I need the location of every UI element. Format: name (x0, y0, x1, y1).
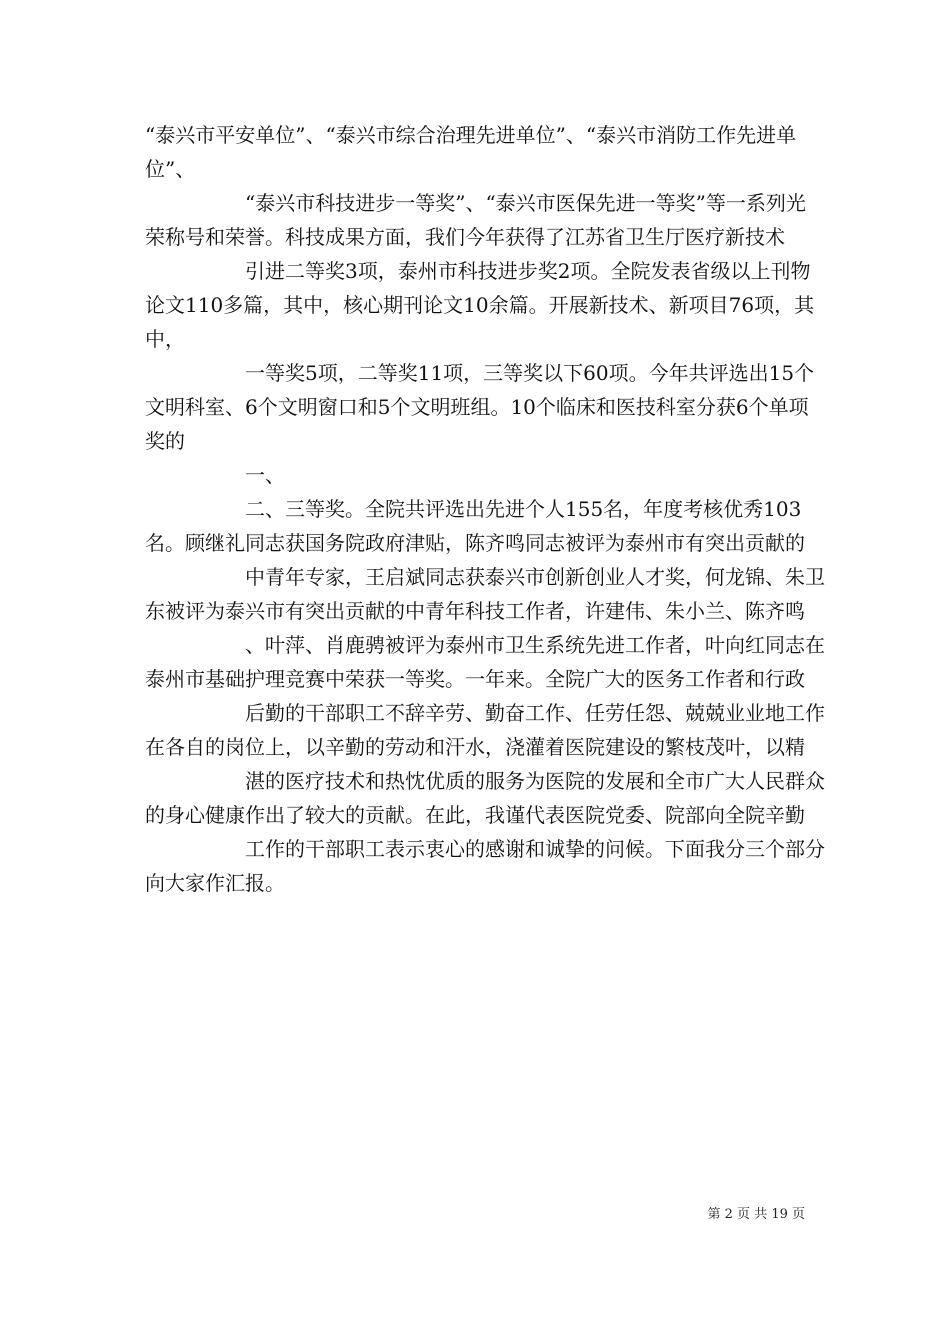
paragraph-1: “泰兴市平安单位”、“泰兴市综合治理先进单位”、“泰兴市消防工作先进单位”、 (145, 123, 797, 181)
paragraph-9: 后勤的干部职工不辞辛劳、勤奋工作、任劳任怨、兢兢业业地工作在各自的岗位上，以辛勤的劳动和汗水，浇灌着医院建设的繁枝茂叶，以精 (145, 701, 825, 759)
paragraph-6: 二、三等奖。全院共评选出先进个人155名，年度考核优秀103名。顾继礼同志获国务院政府津贴，陈齐鸣同志被评为泰州市有突出贡献的 (145, 497, 805, 555)
paragraph-11: 工作的干部职工表示衷心的感谢和诚挚的问候。下面我分三个部分向大家作汇报。 (145, 837, 825, 895)
paragraph-8: 、叶萍、肖鹿骋被评为泰州市卫生系统先进工作者，叶向红同志在泰州市基础护理竞赛中荣获一等奖。一年来。全院广大的医务工作者和行政 (145, 633, 825, 691)
paragraph-5: 一、 (245, 463, 285, 487)
body-text (145, 118, 825, 900)
paragraph-3: 引进二等奖3项，泰州市科技进步奖2项。全院发表省级以上刊物论文110多篇，其中，核心期刊论文10余篇。开展新技术、新项目76项，其中， (145, 259, 815, 351)
page-number-footer: 第 2 页 共 19 页 (707, 1207, 805, 1222)
paragraph-10: 湛的医疗技术和热忱优质的服务为医院的发展和全市广大人民群众的身心健康作出了较大的贡献。在此，我谨代表医院党委、院部向全院辛勤 (145, 769, 825, 827)
paragraph-7: 中青年专家，王启斌同志获泰兴市创新创业人才奖，何龙锦、朱卫东被评为泰兴市有突出贡献的中青年科技工作者，许建伟、朱小兰、陈齐鸣 (145, 565, 825, 623)
paragraph-4: 一等奖5项，二等奖11项，三等奖以下60项。今年共评选出15个文明科室、6个文明窗口和5个文明班组。10个临床和医技科室分获6个单项奖的 (145, 361, 815, 453)
paragraph-2: “泰兴市科技进步一等奖”、“泰兴市医保先进一等奖”等一系列光荣称号和荣誉。科技成果方面，我们今年获得了江苏省卫生厅医疗新技术 (145, 191, 806, 249)
